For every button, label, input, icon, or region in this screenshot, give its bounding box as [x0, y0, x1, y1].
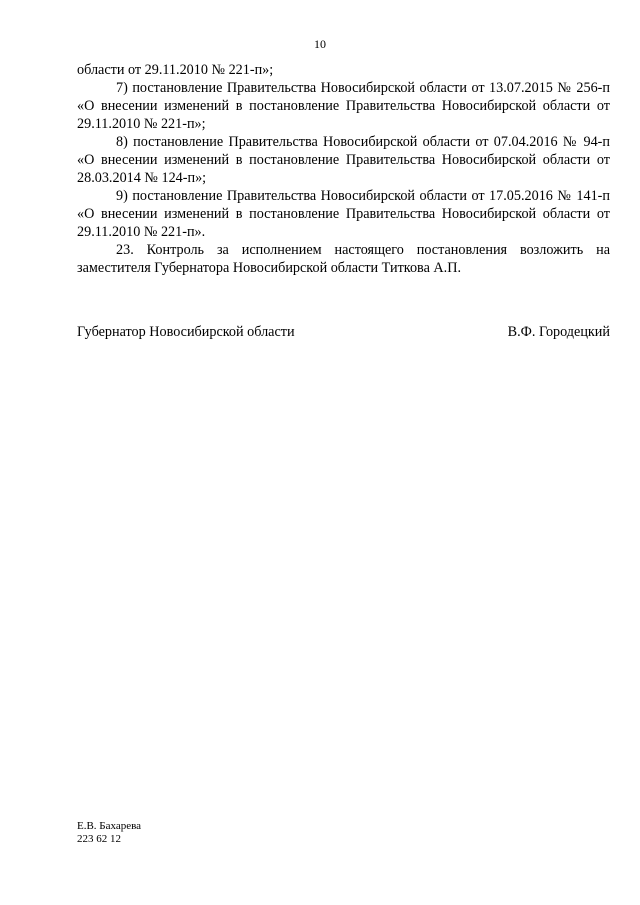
list-item-8: 8) постановление Правительства Новосибирской области от 07.04.2016 № 94-п «О внесении изменений в постановление Правительства Новосибирской области от 28.03.2014 № 124-п»; — [77, 134, 610, 186]
executor-phone: 223 62 12 — [77, 833, 121, 845]
signatory-position: Губернатор Новосибирской области — [77, 324, 295, 340]
signature-block — [77, 323, 610, 341]
list-item-7: 7) постановление Правительства Новосибирской области от 13.07.2015 № 256-п «О внесении изменений в постановление Правительства Новосибирской области от 29.11.2010 № 221-п»; — [77, 80, 610, 132]
clause-23: 23. Контроль за исполнением настоящего постановления возложить на заместителя Губернатора Новосибирской области Титкова А.П. — [77, 242, 610, 276]
signatory-name: В.Ф. Городецкий — [507, 324, 610, 340]
page-number: 10 — [314, 37, 326, 51]
executor-footer — [77, 820, 141, 846]
executor-name: Е.В. Бахарева — [77, 820, 142, 832]
list-item-9: 9) постановление Правительства Новосибирской области от 17.05.2016 № 141-п «О внесении изменений в постановление Правительства Новосибирской области от 29.11.2010 № 221-п». — [77, 188, 610, 240]
paragraph-continuation: области от 29.11.2010 № 221-п»; — [77, 62, 274, 78]
document-body — [77, 61, 610, 277]
